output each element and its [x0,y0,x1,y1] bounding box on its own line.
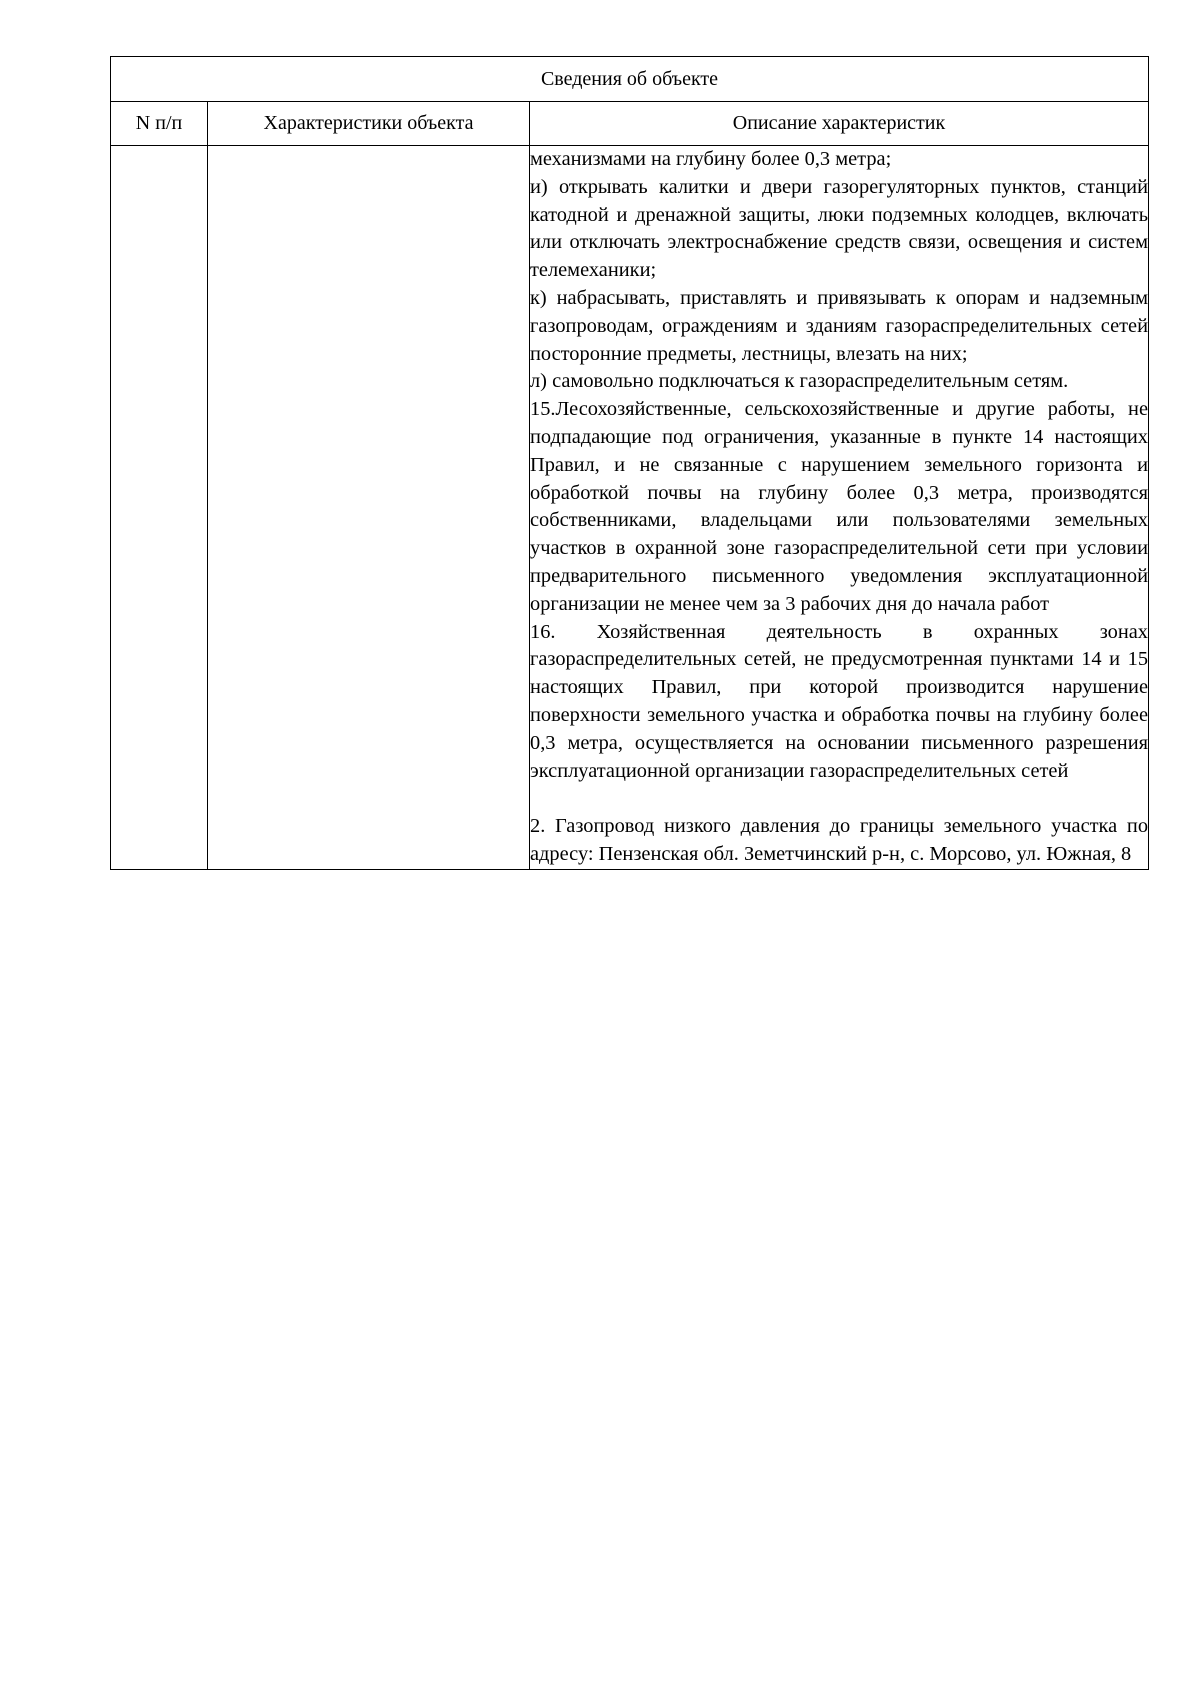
header-description: Описание характеристик [530,102,1149,146]
table-title-row [111,57,1149,102]
description-paragraph-2: и) открывать калитки и двери газорегуляторных пунктов, станций катодной и дренажной защиты, люки подземных колодцев, включать или отключать электроснабжение средств связи, освещения и систем телемеханики; [530,175,1149,282]
description-paragraph-4: л) самовольно подключаться к газораспределительным сетям. [530,370,1069,393]
row-characteristics-cell [208,146,530,870]
table-title: Сведения об объекте [111,57,1149,102]
table-header-row [111,102,1149,146]
paragraph-spacer [530,785,1148,813]
row-number-cell [111,146,208,870]
row-description-cell [530,146,1149,870]
table-row [111,146,1149,870]
object-info-table [110,56,1149,870]
description-paragraph-7: 2. Газопровод низкого давления до границы земельного участка по адресу: Пензенская обл. Земетчинский р-н, с. Морсово, ул. Южная, 8 [530,815,1149,865]
description-paragraph-6: 16. Хозяйственная деятельность в охранных зонах газораспределительных сетей, не предусмотренная пунктами 14 и 15 настоящих Правил, при которой производится нарушение поверхности земельного участка и обработка почвы на глубину более 0,3 метра, осуществляется на основании письменного разрешения эксплуатационной организации газораспределительных сетей [530,620,1149,782]
description-paragraph-3: к) набрасывать, приставлять и привязывать к опорам и надземным газопроводам, ограждениям и зданиям газораспределительных сетей посторонние предметы, лестницы, влезать на них; [530,286,1149,365]
header-number: N п/п [111,102,208,146]
description-paragraph-5: 15.Лесохозяйственные, сельскохозяйственные и другие работы, не подпадающие под ограничения, указанные в пункте 14 настоящих Правил, и не связанные с нарушением земельного горизонта и обработкой почвы на глубину более 0,3 метра, производятся собственниками, владельцами или пользователями земельных участков в охранной зоне газораспределительной сети при условии предварительного письменного уведомления эксплуатационной организации не менее чем за 3 рабочих дня до начала работ [530,398,1149,615]
description-paragraph-1: механизмами на глубину более 0,3 метра; [530,148,892,170]
header-characteristics: Характеристики объекта [208,102,530,146]
